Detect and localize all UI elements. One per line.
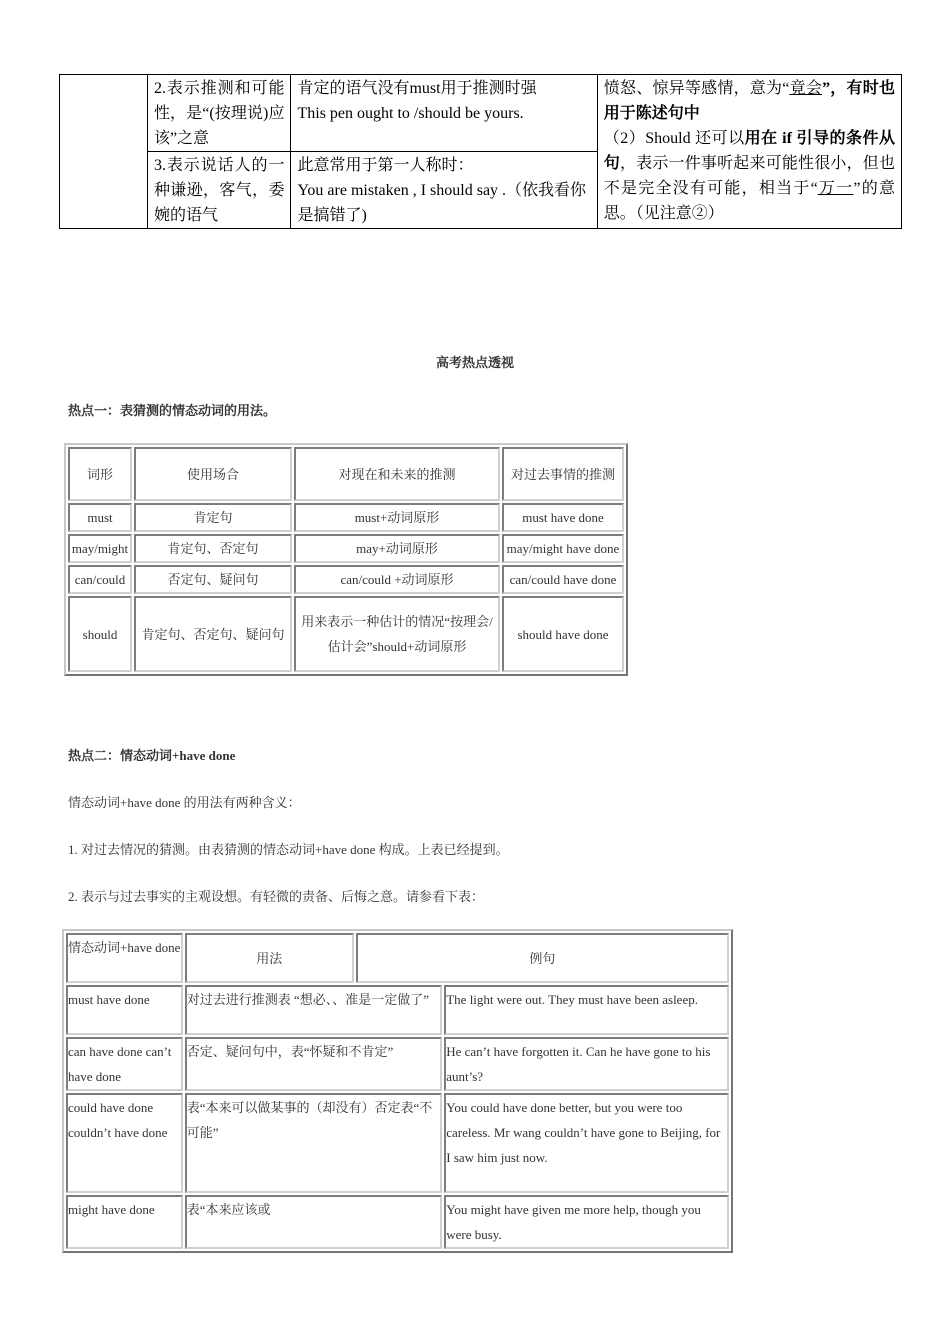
table-header: 例句	[356, 933, 729, 983]
grammar-table-continued	[59, 74, 902, 229]
example-cell	[291, 75, 597, 152]
hotspot1-heading: 热点一：表猜测的情态动词的用法。	[68, 403, 277, 418]
table-cell: may+动词原形	[294, 534, 500, 563]
note-underline: 竟会	[789, 80, 823, 97]
example-text: 肯定的语气没有must用于推测时强	[297, 80, 537, 97]
table-cell: 表“本来应该或	[185, 1195, 443, 1249]
modal-guess-table	[64, 443, 628, 676]
table-cell: must have done	[502, 503, 624, 532]
table-cell: may/might have done	[502, 534, 624, 563]
meaning-cell: 2.表示推测和可能性，是“(按理说)应该”之意	[147, 75, 291, 152]
example-sentence: This pen ought to /should be yours.	[297, 105, 524, 122]
table-cell: The light were out. They must have been asleep.	[444, 985, 729, 1035]
empty-cell	[60, 75, 148, 229]
table-header: 词形	[68, 447, 132, 501]
note-bold: 用在 if 引导的条件从句	[603, 130, 895, 172]
table-header: 使用场合	[134, 447, 292, 501]
table-cell: must	[68, 503, 132, 532]
meaning-cell: 3.表示说话人的一种谦逊，客气，委婉的语气	[147, 152, 291, 229]
hotspot2-heading: 热点二：情态动词+have done	[68, 748, 236, 763]
table-cell: should	[68, 596, 132, 672]
table-cell: 对过去进行推测表 “想必、、准是一定做了”	[185, 985, 443, 1035]
table-cell: must+动词原形	[294, 503, 500, 532]
table-cell: should have done	[502, 596, 624, 672]
note-bold: ”，有时也用于陈述句中	[603, 80, 895, 122]
note-text: ，表示一件事听起来可能性很小，但也不是完全没有可能，相当于“	[603, 155, 895, 197]
table-cell: 否定句、疑问句	[134, 565, 292, 594]
table-cell: must have done	[66, 985, 183, 1035]
note-text: （2）Should 还可以	[603, 130, 745, 147]
table-cell: may/might	[68, 534, 132, 563]
note-text: 愤怒、惊异等感情，意为“	[603, 80, 790, 97]
table-cell: You could have done better, but you were too careless. Mr wang couldn’t have gone to Beijing, for I saw him just now.	[444, 1093, 729, 1193]
table-header: 情态动词+have done	[66, 933, 183, 983]
example-cell	[291, 152, 597, 229]
table-cell: could have done couldn’t have done	[66, 1093, 183, 1193]
table-header: 对现在和未来的推测	[294, 447, 500, 501]
table-cell: 肯定句、否定句、疑问句	[134, 596, 292, 672]
table-cell: He can’t have forgotten it. Can he have gone to his aunt’s?	[444, 1037, 729, 1091]
table-cell: can/could +动词原形	[294, 565, 500, 594]
table-cell: 肯定句	[134, 503, 292, 532]
table-cell: can/could	[68, 565, 132, 594]
note-underline: 万一	[817, 180, 854, 197]
table-cell: 肯定句、否定句	[134, 534, 292, 563]
section-title: 高考热点透视	[435, 355, 514, 370]
table-cell: can/could have done	[502, 565, 624, 594]
hotspot2-point2: 2. 表示与过去事实的主观设想。有轻微的责备、后悔之意。请参看下表：	[68, 889, 485, 904]
table-header: 用法	[185, 933, 354, 983]
modal-have-done-table	[62, 929, 733, 1253]
hotspot2-point1: 1. 对过去情况的猜测。由表猜测的情态动词+have done 构成。上表已经提到。	[68, 842, 509, 857]
table-cell: 表“本来可以做某事的（却没有）否定表“不可能”	[185, 1093, 443, 1193]
table-cell: You might have given me more help, though you were busy.	[444, 1195, 729, 1249]
table-cell: might have done	[66, 1195, 183, 1249]
table-cell: can have done can’t have done	[66, 1037, 183, 1091]
note-text: ”的意思。（见注意②）	[603, 180, 895, 222]
hotspot2-intro: 情态动词+have done 的用法有两种含义：	[68, 795, 301, 810]
example-text: 此意常用于第一人称时：	[297, 157, 474, 174]
table-cell: 否定、疑问句中，表“怀疑和不肯定”	[185, 1037, 443, 1091]
example-sentence: You are mistaken , I should say .（依我看你是搞错了)	[297, 182, 587, 224]
table-header: 对过去事情的推测	[502, 447, 624, 501]
table-cell: 用来表示一种估计的情况“按理会/估计会”should+动词原形	[294, 596, 500, 672]
note-cell	[597, 75, 901, 229]
